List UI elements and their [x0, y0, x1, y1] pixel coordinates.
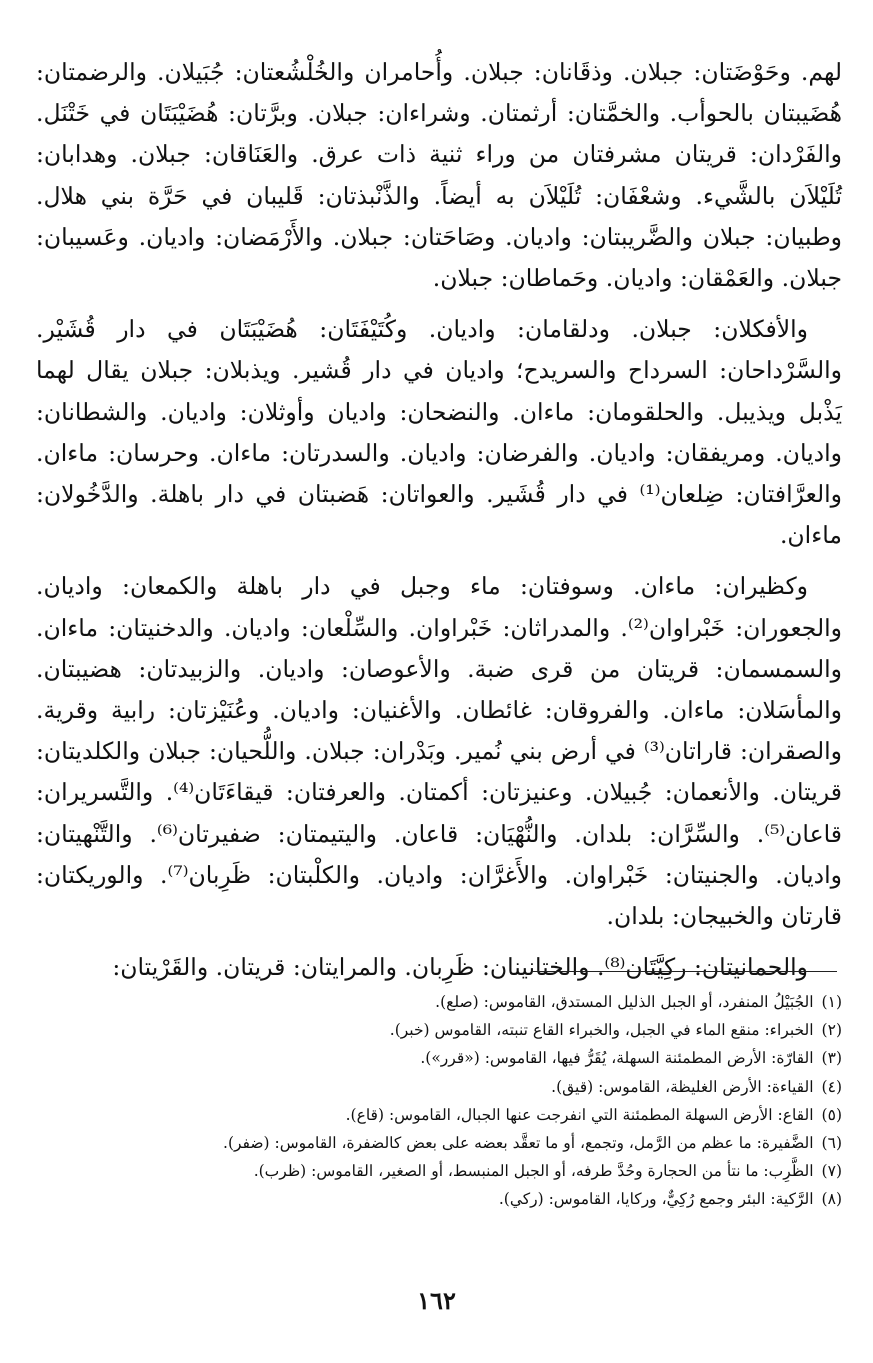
footnote: [36, 1073, 842, 1101]
footnote-number: (١): [821, 993, 842, 1011]
footnote-number: (٣): [821, 1049, 842, 1068]
footnote: [36, 988, 842, 1016]
paragraph-2: والأفكلان: جبلان. ودلقامان: واديان. وكُتَيْفَتَان: هُضَيْبَتَان في دار قُشَيْر. والسَّرْداحان: السرداح والسريدح؛ واديان في دار قُشير. ويذبلان: جبلان يقال لهما يَذْبل ويذيبل. والحلقومان: ماءان. والنضحان: واديان وأوثلان: واديان. والشطانان: واديان. ومريفقان: واديان. والفرضان: واديان. والسدرتان: ماءان. وحرسان: ماءان. والعرَّافتان: ضِلعان⁽¹⁾ في دار قُشَير. والعواتان: هَضبتان في دار باهلة. والدَّخُولان: ماءان.: [36, 315, 843, 550]
footnote-text: الضَّفيرة: ما عظم من الرَّمل، وتجمع، أو ما تعقَّد بعضه على بعض كالضفرة، القاموس: (ضفر).: [223, 1134, 814, 1153]
footnote-number: (٧): [821, 1162, 842, 1181]
footnote: [36, 1129, 842, 1157]
footnote: [36, 1044, 842, 1072]
footnote-text: القياءة: الأرض الغليظة، القاموس: (قيق).: [551, 1077, 814, 1096]
footnote-text: الخبراء: منقع الماء في الجبل، والخبراء القاع تنبته، القاموس (خبر).: [389, 1021, 814, 1040]
footnote-text: القارّة: الأرض المطمئنة السهلة، يُقَرُّ فيها، القاموس: («قرر»).: [420, 1049, 814, 1068]
footnote: [36, 1101, 842, 1129]
footnote-text: الظَّرِب: ما نتأ من الحجارة وحُدَّ طرفه، أو الجبل المنبسط، أو الصغير، القاموس: (ظرب).: [253, 1162, 814, 1181]
paragraph-1: لهم. وحَوْضَتان: جبلان. وذقَانان: جبلان. وأُحامران والخُلْشُعتان: جُبَيلان. والرضمتان: هُضَيبتان بالحوأب. والخمَّتان: أرثمتان. وشراءان: جبلان. وبرَّتان: هُضَيْبَتَان في خَتْنَل. والفَرْدان: قريتان مشرفتان من وراء ثنية ذات عرق. والعَنَاقان: جبلان. وهدابان: تُلَيْلاَن بالشَّيء. وشعْفَان: تُلَيْلاَن به أيضاً. والذَّنْبذتان: قَليبان في حَرَّة بني هلال. وطبيان: جبلان والضَّريبتان: واديان. وصَاحَتان: جبلان. والأَرْمَضان: واديان. وعَسيبان: جبلان. والعَمْقان: واديان. وحَماطان: جبلان.: [36, 58, 842, 293]
footnote-number: (٨): [821, 1190, 842, 1209]
page-number: ١٦٢: [417, 1286, 456, 1315]
footnotes: [36, 988, 842, 1214]
footnote-text: الرَّكية: البئر وجمع رُكِيٌّ، وركايا، القاموس: (ركي).: [498, 1190, 814, 1209]
footnote: [36, 1157, 842, 1185]
footnote-number: (٥): [821, 1105, 842, 1124]
footnote-number: (٢): [821, 1021, 842, 1040]
footnote-number: (٦): [821, 1134, 842, 1153]
footnote-text: الجُبَيْلُ المنفرد، أو الجبل الذليل المستدق، القاموس: (صلع).: [435, 993, 814, 1011]
footnote-separator: [532, 971, 837, 972]
paragraph-3: وكظيران: ماءان. وسوفتان: ماء وجبل في دار باهلة والكمعان: واديان. والجعوران: خَبْراوان⁽²⁾. والمدراثان: خَبْراوان. والسِّلْعان: واديان. والدخنيتان: ماءان. والسمسمان: قريتان من قرى ضبة. والأعوصان: واديان. والزبيدتان: هضيبتان. والمأسَلان: ماءان. والفروقان: غائطان. والأغنيان: واديان. وعُنَيْزتان: رابية وقرية. والصقران: قاراتان⁽³⁾ في أرض بني نُمير. وبَدْران: جبلان. واللُّحيان: جبلان والكلديتان: قريتان. والأنعمان: جُبيلان. وعنيزتان: أكمتان. والعرفتان: قيقاءَتَان⁽⁴⁾. والتَّسريران: قاعان⁽⁵⁾. والسِّرَّان: بلدان. والنُّهْيَان: قاعان. واليتيمتان: ضفيرتان⁽⁶⁾. والتَّنْهيتان: واديان. والجنيتان: خَبْراوان. والأَغرَّان: واديان. والكلْبتان: ظَرِبان⁽⁷⁾. والوريكتان: قارتان والخبيجان: بلدان.: [36, 572, 842, 931]
main-text: [36, 52, 842, 988]
footnote: [36, 1185, 842, 1213]
paragraph-4: والحمانيتان: ركِيَّتَان⁽⁸⁾. والختانينان: ظَرِبان. والمرايتان: قريتان. والقَرْيتان:: [112, 953, 808, 982]
footnote-text: القاع: الأرض السهلة المطمئنة التي انفرجت عنها الجبال، القاموس: (قاع).: [345, 1105, 814, 1124]
footnote-number: (٤): [821, 1077, 842, 1096]
footnote: [36, 1016, 842, 1044]
